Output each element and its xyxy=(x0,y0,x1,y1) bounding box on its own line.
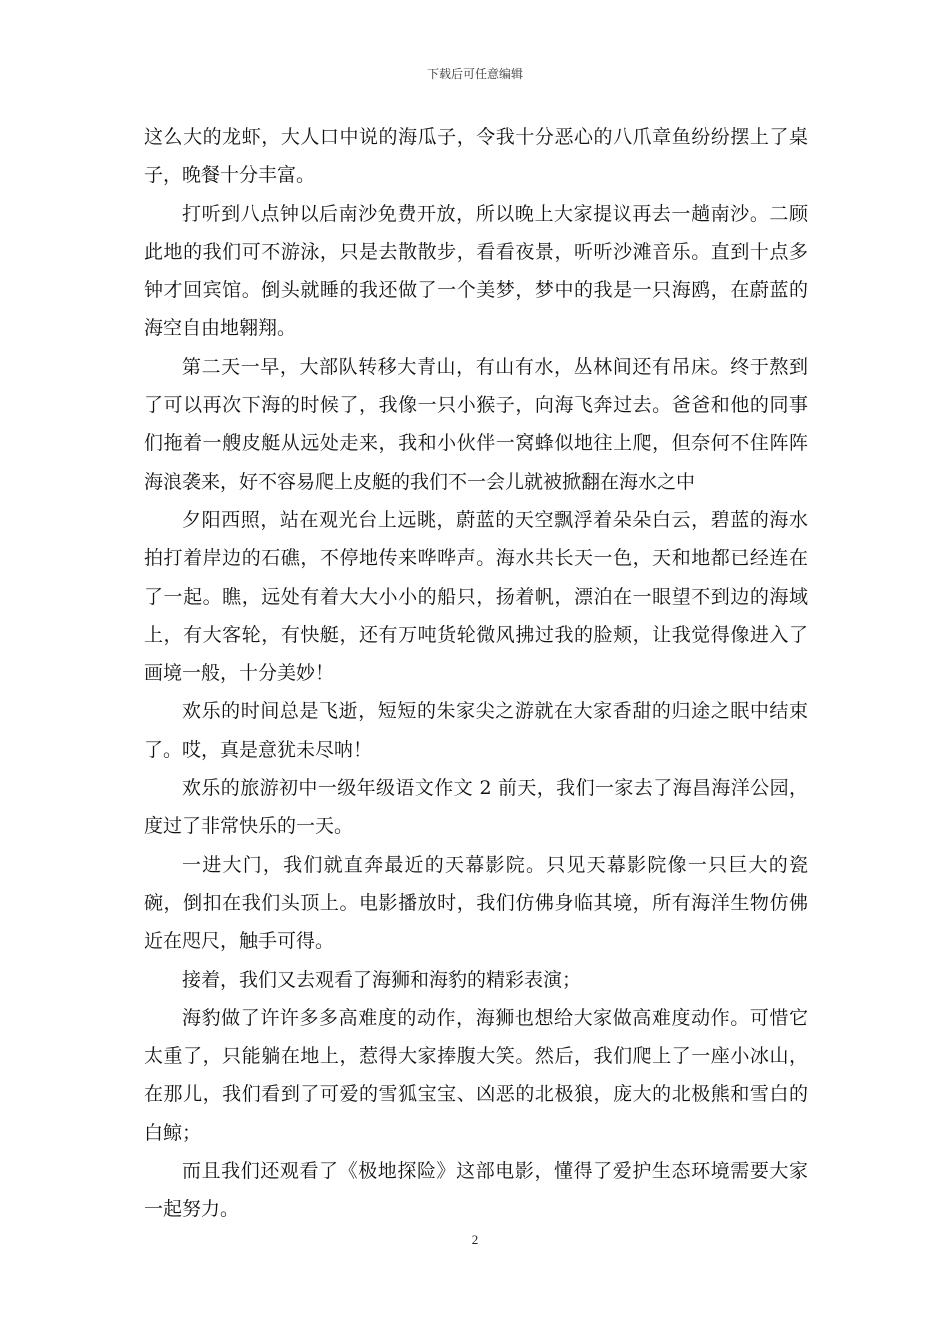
paragraph: 一进大门，我们就直奔最近的天幕影院。只见天幕影院像一只巨大的瓷碗，倒扣在我们头顶上。电影播放时，我们仿佛身临其境，所有海洋生物仿佛近在咫尺，触手可得。 xyxy=(144,853,808,953)
paragraph: 欢乐的时间总是飞逝，短短的朱家尖之游就在大家香甜的归途之眠中结束了。哎，真是意犹未尽呐！ xyxy=(144,700,808,761)
paragraph: 夕阳西照，站在观光台上远眺，蔚蓝的天空飘浮着朵朵白云，碧蓝的海水拍打着岸边的石礁，不停地传来哗哗声。海水共长天一色，天和地都已经连在了一起。瞧，远处有着大大小小的船只，扬着帆，漂泊在一眼望不到边的海域上，有大客轮，有快艇，还有万吨货轮微风拂过我的脸颊，让我觉得像进入了画境一般，十分美妙！ xyxy=(144,508,808,685)
body-text xyxy=(144,118,808,1229)
paragraph: 海豹做了许许多多高难度的动作，海狮也想给大家做高难度动作。可惜它太重了，只能躺在地上，惹得大家捧腹大笑。然后，我们爬上了一座小冰山，在那儿，我们看到了可爱的雪狐宝宝、凶恶的北极狼，庞大的北极熊和雪白的白鲸； xyxy=(144,1006,808,1144)
paragraph: 而且我们还观看了《极地探险》这部电影，懂得了爱护生态环境需要大家一起努力。 xyxy=(144,1160,808,1221)
page-header: 下载后可任意编辑 xyxy=(426,67,523,81)
paragraph: 接着，我们又去观看了海狮和海豹的精彩表演； xyxy=(182,968,582,991)
paragraph: 第二天一早，大部队转移大青山，有山有水，丛林间还有吊床。终于熬到了可以再次下海的时候了，我像一只小猴子，向海飞奔过去。爸爸和他的同事们拖着一艘皮艇从远处走来，我和小伙伴一窝蜂似地往上爬，但奈何不住阵阵海浪袭来，好不容易爬上皮艇的我们不一会儿就被掀翻在海水之中 xyxy=(144,355,808,493)
page-number: 2 xyxy=(471,1232,479,1247)
paragraph: 打听到八点钟以后南沙免费开放，所以晚上大家提议再去一趟南沙。二顾此地的我们可不游泳，只是去散散步，看看夜景，听听沙滩音乐。直到十点多钟才回宾馆。倒头就睡的我还做了一个美梦，梦中的我是一只海鸥，在蔚蓝的海空自由地翱翔。 xyxy=(144,202,808,340)
paragraph: 这么大的龙虾，大人口中说的海瓜子，令我十分恶心的八爪章鱼纷纷摆上了桌子，晚餐十分丰富。 xyxy=(144,126,808,187)
paragraph: 欢乐的旅游初中一级年级语文作文 2 前天，我们一家去了海昌海洋公园，度过了非常快乐的一天。 xyxy=(144,777,808,838)
